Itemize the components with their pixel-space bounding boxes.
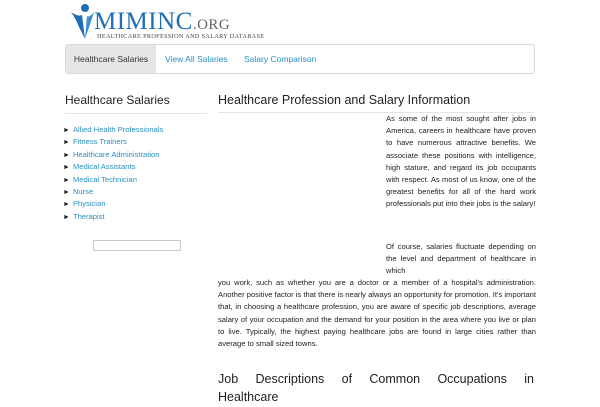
sidebar-item-nurse[interactable] (63, 186, 163, 198)
salary-paragraph: you work, such as whether you are a doctor or a member of a hospital's administration. Another positive factor is that there is nearly always an opportunity for promotion. It's important that, in choosing a healthcare profession, you are aware of specific job descriptions, average salary of your occupation and the demand for your position in the area where you live or plan to live. Typically, the highest paying healthcare jobs are found in large cities rather than average to small sized towns. (218, 278, 536, 349)
arrow-right-icon: ► (63, 164, 70, 172)
sidebar-item-label[interactable]: Healthcare Administration (72, 149, 160, 159)
logo-name: MIMINC (94, 8, 193, 35)
nav-salary-comparison[interactable]: Salary Comparison (244, 54, 317, 64)
page-title: Healthcare Profession and Salary Information (218, 93, 471, 107)
sidebar-item-medical-technician[interactable] (63, 174, 163, 186)
sidebar-category-list (63, 124, 163, 223)
arrow-right-icon: ► (63, 127, 70, 134)
person-logo-icon (70, 3, 96, 41)
site-logo[interactable] (70, 3, 265, 41)
intro-paragraph: As some of the most sought after jobs in America, careers in healthcare have proven to have numerous attractive benefits. We associate these positions with intelligence, high stature, and regard its job occupants with respect. As most of us know, one of the greatest benefits for all of the hard work professionals put into their jobs is the salary! (386, 114, 536, 209)
arrow-right-icon: ► (63, 188, 70, 196)
sidebar-item-healthcare-administration[interactable] (63, 149, 163, 161)
sidebar-item-fitness-trainers[interactable] (63, 136, 163, 148)
logo-suffix: .ORG (192, 17, 231, 33)
sidebar-item-label[interactable]: Nurse (72, 186, 94, 196)
sidebar-item-label[interactable]: Physician (72, 199, 106, 209)
sidebar-item-physician[interactable] (63, 198, 163, 210)
arrow-right-icon: ► (63, 151, 70, 159)
sidebar-title: Healthcare Salaries (65, 93, 170, 107)
arrow-right-icon: ► (63, 139, 70, 147)
sidebar-divider (65, 113, 207, 114)
sidebar-item-therapist[interactable] (63, 211, 163, 223)
sidebar-item-label[interactable]: Therapist (72, 211, 105, 221)
sidebar-widget-box[interactable] (93, 240, 181, 251)
nav-healthcare-salaries[interactable]: Healthcare Salaries (66, 45, 156, 73)
sidebar-item-label[interactable]: Fitness Trainers (72, 137, 127, 147)
salary-paragraph-start: Of course, salaries fluctuate depending on the level and department of healthcare in which (386, 242, 536, 276)
logo-tagline: HEALTHCARE PROFESSION AND SALARY DATABASE (97, 33, 265, 40)
section-heading-line1: Job Descriptions of Common Occupations in (218, 372, 534, 386)
arrow-right-icon: ► (63, 201, 70, 209)
sidebar-item-label[interactable]: Medical Assistants (72, 162, 136, 172)
nav-view-all-salaries[interactable]: View All Salaries (165, 54, 228, 64)
sidebar-item-label[interactable]: Medical Technician (72, 174, 137, 184)
sidebar-item-medical-assistants[interactable] (63, 161, 163, 173)
arrow-right-icon: ► (63, 213, 70, 221)
sidebar-item-label[interactable]: Allied Health Professionals (72, 125, 164, 134)
sidebar-item-allied-health[interactable] (63, 124, 163, 136)
arrow-right-icon: ► (63, 176, 70, 184)
main-nav (65, 44, 535, 74)
section-heading-line2: Healthcare (218, 390, 279, 404)
